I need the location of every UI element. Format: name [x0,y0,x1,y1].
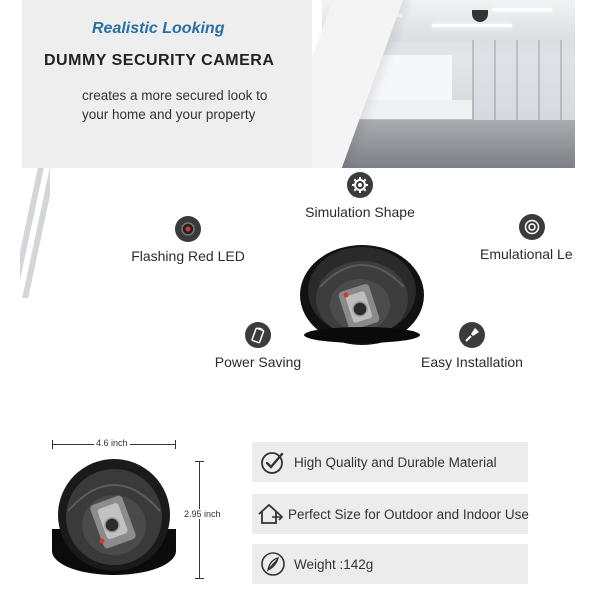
height-dimension-line [199,461,200,579]
banner-headline: DUMMY SECURITY CAMERA [44,52,275,69]
spec-weight [252,544,528,584]
height-dimension-label: 2.95 inch [184,509,221,519]
spec-text: High Quality and Durable Material [294,454,497,470]
width-dimension-label: 4.6 inch [96,438,128,448]
feature-label: Flashing Red LED [131,248,245,264]
feature-label: Simulation Shape [305,204,415,220]
battery-icon [245,322,271,348]
feature-label: Power Saving [214,354,302,370]
feature-easy-installation [414,322,530,370]
home-icon [256,497,284,531]
lens-icon [519,214,545,240]
feature-label: Easy Installation [421,354,523,370]
spec-size [252,494,528,534]
dome-camera-image [298,235,426,352]
screwdriver-icon [459,322,485,348]
dome-camera-size-image [50,455,178,584]
feature-simulation-shape [300,172,420,220]
hero-banner [22,0,575,168]
gear-icon [347,172,373,198]
feature-label: Emulational Le [480,246,573,262]
red-led-icon [175,216,201,242]
banner-description: creates a more secured look to your home and your property [82,88,268,122]
spec-text: Perfect Size for Outdoor and Indoor Use [288,506,529,522]
feather-icon [256,547,290,581]
feature-emulational-lens [476,214,600,262]
spec-quality [252,442,528,482]
decorative-stripes [20,168,50,298]
spec-text: Weight :142g [294,556,374,572]
feature-flashing-red-led [128,216,248,264]
banner-tagline: Realistic Looking [92,20,225,37]
check-badge-icon [256,445,290,479]
